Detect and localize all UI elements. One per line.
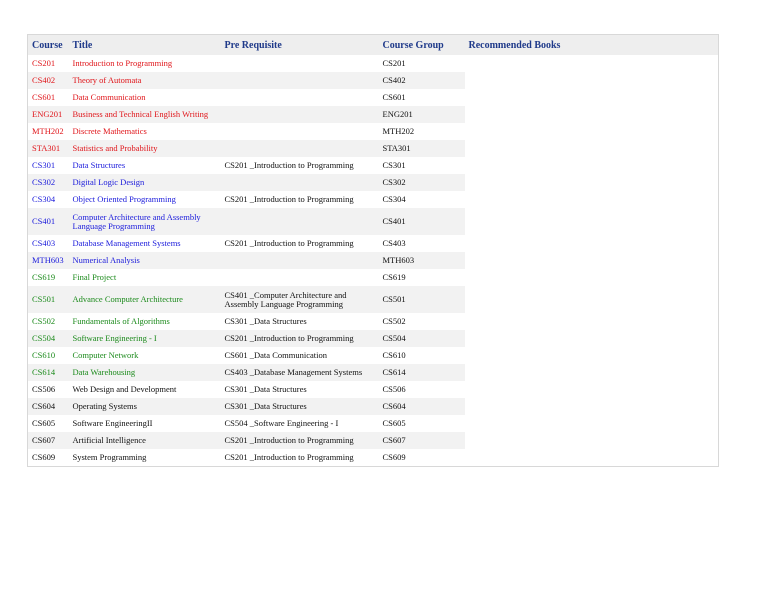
recommended-books-cell bbox=[465, 398, 719, 415]
prerequisite-cell: CS201 _Introduction to Programming bbox=[221, 432, 379, 449]
course-title-cell: Final Project bbox=[69, 269, 221, 286]
table-row bbox=[28, 174, 719, 191]
table-row bbox=[28, 235, 719, 252]
prerequisite-cell bbox=[221, 72, 379, 89]
recommended-books-cell bbox=[465, 174, 719, 191]
recommended-books-cell bbox=[465, 286, 719, 313]
course-title-cell: Data Communication bbox=[69, 89, 221, 106]
recommended-books-cell bbox=[465, 347, 719, 364]
recommended-books-cell bbox=[465, 140, 719, 157]
header-course: Course bbox=[28, 35, 69, 56]
table-row bbox=[28, 252, 719, 269]
table-row bbox=[28, 398, 719, 415]
prerequisite-cell: CS401 _Computer Architecture and Assembly Language Programming bbox=[221, 286, 379, 313]
course-title-cell: Computer Architecture and Assembly Language Programming bbox=[69, 208, 221, 235]
course-table-container bbox=[27, 34, 718, 467]
course-group-cell: CS506 bbox=[379, 381, 465, 398]
recommended-books-cell bbox=[465, 157, 719, 174]
course-code-cell: CS506 bbox=[28, 381, 69, 398]
recommended-books-cell bbox=[465, 313, 719, 330]
course-code-cell: ENG201 bbox=[28, 106, 69, 123]
course-group-cell: CS601 bbox=[379, 89, 465, 106]
recommended-books-cell bbox=[465, 269, 719, 286]
table-row bbox=[28, 330, 719, 347]
table-row bbox=[28, 313, 719, 330]
course-code-cell: STA301 bbox=[28, 140, 69, 157]
table-row bbox=[28, 106, 719, 123]
course-title-cell: Data Structures bbox=[69, 157, 221, 174]
prerequisite-cell: CS201 _Introduction to Programming bbox=[221, 235, 379, 252]
header-course-group: Course Group bbox=[379, 35, 465, 56]
course-code-cell: CS504 bbox=[28, 330, 69, 347]
course-code-cell: CS304 bbox=[28, 191, 69, 208]
course-group-cell: CS610 bbox=[379, 347, 465, 364]
prerequisite-cell bbox=[221, 208, 379, 235]
recommended-books-cell bbox=[465, 449, 719, 467]
course-code-cell: CS301 bbox=[28, 157, 69, 174]
table-row bbox=[28, 286, 719, 313]
course-code-cell: CS619 bbox=[28, 269, 69, 286]
prerequisite-cell bbox=[221, 89, 379, 106]
course-group-cell: CS201 bbox=[379, 55, 465, 72]
course-group-cell: CS401 bbox=[379, 208, 465, 235]
table-row bbox=[28, 381, 719, 398]
prerequisite-cell: CS301 _Data Structures bbox=[221, 381, 379, 398]
course-group-cell: CS402 bbox=[379, 72, 465, 89]
course-code-cell: CS604 bbox=[28, 398, 69, 415]
course-code-cell: CS609 bbox=[28, 449, 69, 467]
course-group-cell: CS501 bbox=[379, 286, 465, 313]
course-title-cell: Data Warehousing bbox=[69, 364, 221, 381]
course-group-cell: CS607 bbox=[379, 432, 465, 449]
course-title-cell: Advance Computer Architecture bbox=[69, 286, 221, 313]
prerequisite-cell bbox=[221, 252, 379, 269]
course-group-cell: CS619 bbox=[379, 269, 465, 286]
recommended-books-cell bbox=[465, 252, 719, 269]
header-title: Title bbox=[69, 35, 221, 56]
course-code-cell: CS601 bbox=[28, 89, 69, 106]
header-recommended-books: Recommended Books bbox=[465, 35, 719, 56]
course-title-cell: Computer Network bbox=[69, 347, 221, 364]
table-row bbox=[28, 89, 719, 106]
course-title-cell: Fundamentals of Algorithms bbox=[69, 313, 221, 330]
recommended-books-cell bbox=[465, 191, 719, 208]
prerequisite-cell bbox=[221, 123, 379, 140]
course-group-cell: CS502 bbox=[379, 313, 465, 330]
prerequisite-cell bbox=[221, 106, 379, 123]
course-code-cell: CS402 bbox=[28, 72, 69, 89]
course-group-cell: CS605 bbox=[379, 415, 465, 432]
course-group-cell: CS403 bbox=[379, 235, 465, 252]
course-code-cell: CS610 bbox=[28, 347, 69, 364]
header-prerequisite: Pre Requisite bbox=[221, 35, 379, 56]
recommended-books-cell bbox=[465, 415, 719, 432]
course-code-cell: CS201 bbox=[28, 55, 69, 72]
prerequisite-cell: CS301 _Data Structures bbox=[221, 398, 379, 415]
table-row bbox=[28, 364, 719, 381]
course-code-cell: CS614 bbox=[28, 364, 69, 381]
recommended-books-cell bbox=[465, 89, 719, 106]
prerequisite-cell: CS201 _Introduction to Programming bbox=[221, 191, 379, 208]
table-row bbox=[28, 140, 719, 157]
recommended-books-cell bbox=[465, 72, 719, 89]
table-row bbox=[28, 123, 719, 140]
course-title-cell: Software Engineering - I bbox=[69, 330, 221, 347]
course-code-cell: MTH202 bbox=[28, 123, 69, 140]
table-row bbox=[28, 208, 719, 235]
recommended-books-cell bbox=[465, 432, 719, 449]
table-row bbox=[28, 191, 719, 208]
prerequisite-cell: CS201 _Introduction to Programming bbox=[221, 157, 379, 174]
course-title-cell: Discrete Mathematics bbox=[69, 123, 221, 140]
recommended-books-cell bbox=[465, 381, 719, 398]
prerequisite-cell: CS504 _Software Engineering - I bbox=[221, 415, 379, 432]
recommended-books-cell bbox=[465, 106, 719, 123]
course-group-cell: MTH603 bbox=[379, 252, 465, 269]
course-group-cell: CS301 bbox=[379, 157, 465, 174]
course-title-cell: Software EngineeringII bbox=[69, 415, 221, 432]
table-row bbox=[28, 449, 719, 467]
table-row bbox=[28, 415, 719, 432]
prerequisite-cell bbox=[221, 269, 379, 286]
course-code-cell: CS403 bbox=[28, 235, 69, 252]
prerequisite-cell: CS403 _Database Management Systems bbox=[221, 364, 379, 381]
course-group-cell: CS609 bbox=[379, 449, 465, 467]
prerequisite-cell: CS201 _Introduction to Programming bbox=[221, 330, 379, 347]
prerequisite-cell: CS601 _Data Communication bbox=[221, 347, 379, 364]
course-title-cell: Digital Logic Design bbox=[69, 174, 221, 191]
prerequisite-cell bbox=[221, 174, 379, 191]
table-row bbox=[28, 72, 719, 89]
course-group-cell: ENG201 bbox=[379, 106, 465, 123]
course-code-cell: CS401 bbox=[28, 208, 69, 235]
course-code-cell: CS302 bbox=[28, 174, 69, 191]
course-title-cell: System Programming bbox=[69, 449, 221, 467]
course-title-cell: Theory of Automata bbox=[69, 72, 221, 89]
course-title-cell: Operating Systems bbox=[69, 398, 221, 415]
recommended-books-cell bbox=[465, 55, 719, 72]
course-title-cell: Artificial Intelligence bbox=[69, 432, 221, 449]
course-code-cell: CS607 bbox=[28, 432, 69, 449]
course-group-cell: CS614 bbox=[379, 364, 465, 381]
course-title-cell: Statistics and Probability bbox=[69, 140, 221, 157]
prerequisite-cell bbox=[221, 55, 379, 72]
course-code-cell: CS605 bbox=[28, 415, 69, 432]
course-group-cell: STA301 bbox=[379, 140, 465, 157]
course-title-cell: Numerical Analysis bbox=[69, 252, 221, 269]
course-code-cell: CS501 bbox=[28, 286, 69, 313]
course-title-cell: Introduction to Programming bbox=[69, 55, 221, 72]
course-table bbox=[27, 34, 719, 467]
recommended-books-cell bbox=[465, 364, 719, 381]
table-row bbox=[28, 269, 719, 286]
course-title-cell: Web Design and Development bbox=[69, 381, 221, 398]
course-group-cell: CS504 bbox=[379, 330, 465, 347]
table-body bbox=[28, 55, 719, 467]
table-row bbox=[28, 432, 719, 449]
recommended-books-cell bbox=[465, 330, 719, 347]
course-group-cell: MTH202 bbox=[379, 123, 465, 140]
recommended-books-cell bbox=[465, 123, 719, 140]
course-group-cell: CS604 bbox=[379, 398, 465, 415]
prerequisite-cell bbox=[221, 140, 379, 157]
course-group-cell: CS302 bbox=[379, 174, 465, 191]
table-row bbox=[28, 157, 719, 174]
course-title-cell: Database Management Systems bbox=[69, 235, 221, 252]
table-row bbox=[28, 347, 719, 364]
table-row bbox=[28, 55, 719, 72]
course-code-cell: MTH603 bbox=[28, 252, 69, 269]
course-group-cell: CS304 bbox=[379, 191, 465, 208]
table-header-row bbox=[28, 35, 719, 56]
recommended-books-cell bbox=[465, 235, 719, 252]
prerequisite-cell: CS301 _Data Structures bbox=[221, 313, 379, 330]
course-code-cell: CS502 bbox=[28, 313, 69, 330]
recommended-books-cell bbox=[465, 208, 719, 235]
course-title-cell: Business and Technical English Writing bbox=[69, 106, 221, 123]
course-title-cell: Object Oriented Programming bbox=[69, 191, 221, 208]
prerequisite-cell: CS201 _Introduction to Programming bbox=[221, 449, 379, 467]
